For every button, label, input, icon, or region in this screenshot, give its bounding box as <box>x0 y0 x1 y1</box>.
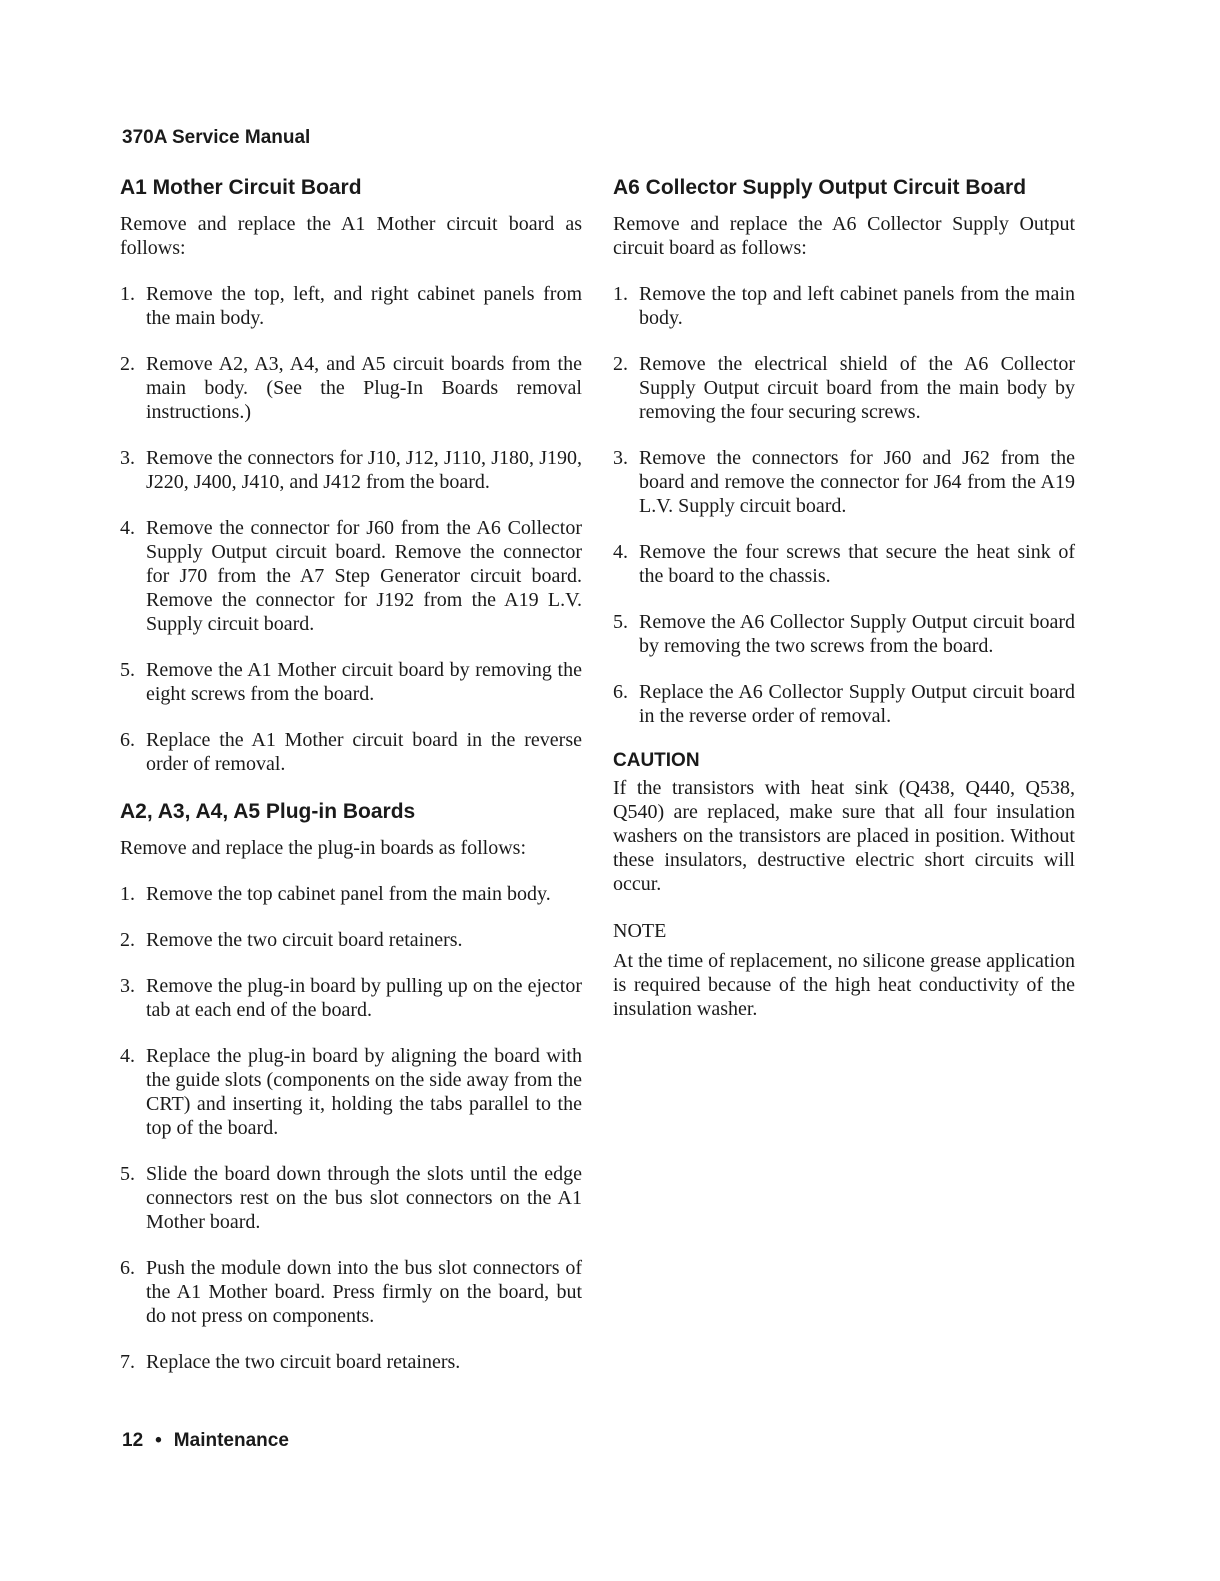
plugin-section-title: A2, A3, A4, A5 Plug-in Boards <box>120 800 416 823</box>
list-item: 4. Remove the four screws that secure the heat sink of the board to the chassis. <box>613 541 1075 587</box>
list-item: 3. Remove the plug-in board by pulling up on the ejector tab at each end of the board. <box>120 975 582 1021</box>
note-label: NOTE <box>613 920 667 942</box>
a1-steps <box>120 282 582 776</box>
plugin-intro: Remove and replace the plug-in boards as follows: <box>120 837 526 859</box>
list-item: 5. Remove the A1 Mother circuit board by removing the eight screws from the board. <box>120 659 582 705</box>
list-item: 2. Remove the electrical shield of the A6 Collector Supply Output circuit board from the main body by removing the four securing screws. <box>613 353 1075 423</box>
note-text: At the time of replacement, no silicone grease application is required because of the high heat conductivity of the insulation washer. <box>613 950 1075 1020</box>
list-item: 4. Remove the connector for J60 from the A6 Collector Supply Output circuit board. Remove the connector for J70 from the A7 Step Generator circuit board. Remove the connector for J192 from the A19 L.V. Supply circuit board. <box>120 517 582 635</box>
a6-section-title: A6 Collector Supply Output Circuit Board <box>613 176 1027 199</box>
list-item: 6. Push the module down into the bus slot connectors of the A1 Mother board. Press firmly on the board, but do not press on components. <box>120 1257 582 1327</box>
page-number: 12 <box>122 1430 144 1451</box>
a6-steps <box>613 282 1075 728</box>
running-title: 370A Service Manual <box>122 127 311 148</box>
list-item: 4. Replace the plug-in board by aligning the board with the guide slots (components on the side away from the CRT) and inserting it, holding the tabs parallel to the top of the board. <box>120 1045 583 1139</box>
list-item: 6. Replace the A1 Mother circuit board in the reverse order of removal. <box>120 729 582 775</box>
plugin-section <box>120 798 582 1374</box>
list-item: 2. Remove the two circuit board retainers. <box>120 929 463 951</box>
list-item: 1. Remove the top cabinet panel from the main body. <box>120 883 551 905</box>
page-footer <box>122 1430 289 1452</box>
list-item: 1. Remove the top and left cabinet panels from the main body. <box>613 283 1075 329</box>
a1-section-title: A1 Mother Circuit Board <box>120 176 362 199</box>
bullet-separator: • <box>155 1430 162 1451</box>
right-column <box>613 174 1075 1021</box>
section-name: Maintenance <box>173 1430 289 1451</box>
list-item: 5. Remove the A6 Collector Supply Output circuit board by removing the two screws from the board. <box>613 611 1075 657</box>
left-column <box>120 174 582 1396</box>
list-item: 3. Remove the connectors for J10, J12, J110, J180, J190, J220, J400, J410, and J412 from the board. <box>120 447 582 493</box>
caution-label: CAUTION <box>613 750 700 771</box>
plugin-steps <box>120 882 582 1374</box>
a6-intro: Remove and replace the A6 Collector Supply Output circuit board as follows: <box>613 213 1075 259</box>
caution-text: If the transistors with heat sink (Q438, Q440, Q538, Q540) are replaced, make sure that all four insulation washers on the transistors are placed in position. Without these insulators, destructive electric short circuits will occur. <box>613 777 1075 895</box>
list-item: 2. Remove A2, A3, A4, and A5 circuit boards from the main body. (See the Plug-In Boards removal instructions.) <box>120 353 582 423</box>
list-item: 1. Remove the top, left, and right cabinet panels from the main body. <box>120 283 582 329</box>
list-item: 5. Slide the board down through the slots until the edge connectors rest on the bus slot connectors on the A1 Mother board. <box>120 1163 582 1233</box>
list-item: 7. Replace the two circuit board retainers. <box>120 1351 461 1373</box>
a1-intro: Remove and replace the A1 Mother circuit board as follows: <box>120 213 582 259</box>
list-item: 6. Replace the A6 Collector Supply Output circuit board in the reverse order of removal. <box>613 681 1075 727</box>
list-item: 3. Remove the connectors for J60 and J62 from the board and remove the connector for J64 from the A19 L.V. Supply circuit board. <box>613 447 1075 517</box>
